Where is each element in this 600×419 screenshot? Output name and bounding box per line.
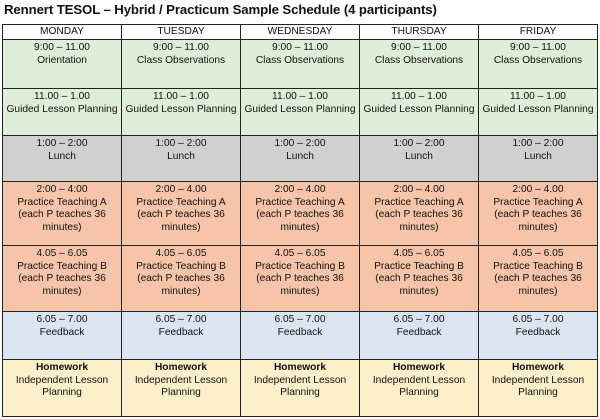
- cell-activity: Practice Teaching A: [493, 196, 583, 208]
- cell-note: minutes): [280, 221, 320, 233]
- schedule-cell: [360, 312, 479, 360]
- cell-activity: Class Observations: [493, 54, 583, 66]
- schedule-cell: [479, 312, 598, 360]
- cell-note: minutes): [518, 221, 558, 233]
- cell-heading: Homework: [511, 362, 565, 373]
- cell-activity: Lunch: [167, 150, 195, 162]
- cell-note: (each P teaches 36: [494, 273, 582, 284]
- schedule-cell: [479, 246, 598, 312]
- cell-time: 4.05 – 6.05: [36, 248, 88, 259]
- cell-note: Planning: [161, 387, 201, 398]
- schedule-cell: [122, 40, 241, 89]
- cell-activity: Independent Lesson: [253, 374, 347, 386]
- schedule-cell: [3, 40, 122, 89]
- cell-activity: Class Observations: [374, 54, 464, 66]
- schedule-cell: [241, 136, 360, 182]
- schedule-cell: [122, 246, 241, 312]
- cell-note: Planning: [280, 387, 320, 398]
- schedule-cell: [479, 182, 598, 246]
- day-header-friday: FRIDAY: [479, 25, 598, 40]
- cell-activity: Feedback: [396, 326, 442, 338]
- cell-note: Planning: [399, 387, 439, 398]
- cell-time: 6.05 – 7.00: [274, 314, 326, 325]
- cell-time: 4.05 – 6.05: [393, 248, 445, 259]
- cell-note: minutes): [280, 285, 320, 297]
- cell-activity: Independent Lesson: [491, 374, 585, 386]
- cell-activity: Independent Lesson: [15, 374, 109, 386]
- cell-time: 9:00 – 11.00: [153, 42, 209, 53]
- cell-activity: Lunch: [405, 150, 433, 162]
- cell-activity: Practice Teaching A: [136, 196, 226, 208]
- cell-note: minutes): [399, 221, 439, 233]
- cell-activity: Practice Teaching B: [374, 260, 464, 272]
- cell-note: (each P teaches 36: [18, 273, 106, 284]
- cell-note: (each P teaches 36: [256, 209, 344, 220]
- cell-time: 1:00 – 2:00: [155, 138, 207, 149]
- cell-activity: Feedback: [515, 326, 561, 338]
- cell-time: 2:00 – 4:00: [36, 184, 88, 195]
- cell-activity: Independent Lesson: [134, 374, 228, 386]
- cell-activity: Feedback: [39, 326, 85, 338]
- schedule-cell: [241, 89, 360, 136]
- schedule-cell: [3, 360, 122, 417]
- cell-time: 2:00 – 4.00: [155, 184, 207, 195]
- cell-activity: Feedback: [277, 326, 323, 338]
- schedule-cell: [241, 40, 360, 89]
- cell-activity: Practice Teaching B: [493, 260, 583, 272]
- cell-time: 11.00 – 1.00: [153, 91, 209, 102]
- cell-time: 9:00 – 11.00: [34, 42, 90, 53]
- cell-time: 4.05 – 6.05: [512, 248, 564, 259]
- cell-note: Planning: [518, 387, 558, 398]
- cell-note: (each P teaches 36: [375, 209, 463, 220]
- schedule-row-feedback: [3, 312, 598, 360]
- schedule-table: [2, 24, 598, 417]
- schedule-cell: [360, 40, 479, 89]
- cell-time: 6.05 – 7.00: [155, 314, 207, 325]
- cell-activity: Class Observations: [255, 54, 345, 66]
- schedule-row-practice-b: [3, 246, 598, 312]
- cell-time: 11.00 – 1.00: [272, 91, 328, 102]
- cell-note: (each P teaches 36: [18, 209, 106, 220]
- cell-activity: Practice Teaching A: [17, 196, 107, 208]
- cell-time: 9:00 – 11.00: [510, 42, 566, 53]
- schedule-cell: [122, 312, 241, 360]
- schedule-cell: [122, 360, 241, 417]
- schedule-cell: [3, 312, 122, 360]
- schedule-row-morning: [3, 40, 598, 89]
- schedule-cell: [241, 246, 360, 312]
- cell-time: 11.00 – 1.00: [391, 91, 447, 102]
- cell-time: 6.05 – 7.00: [393, 314, 445, 325]
- cell-time: 6.05 – 7.00: [512, 314, 564, 325]
- schedule-cell: [360, 89, 479, 136]
- cell-time: 1:00 – 2:00: [512, 138, 564, 149]
- day-header-row: [3, 25, 598, 40]
- cell-note: (each P teaches 36: [494, 209, 582, 220]
- cell-time: 9:00 – 11.00: [391, 42, 447, 53]
- schedule-cell: [122, 89, 241, 136]
- cell-activity: Lunch: [524, 150, 552, 162]
- schedule-cell: [360, 182, 479, 246]
- schedule-cell: [479, 89, 598, 136]
- cell-time: 11.00 – 1.00: [510, 91, 566, 102]
- schedule-row-homework: [3, 360, 598, 417]
- day-header-thursday: THURSDAY: [360, 25, 479, 40]
- cell-activity: Lunch: [286, 150, 314, 162]
- schedule-cell: [360, 246, 479, 312]
- cell-activity: Independent Lesson: [372, 374, 466, 386]
- day-header-wednesday: WEDNESDAY: [241, 25, 360, 40]
- cell-activity: Guided Lesson Planning: [363, 103, 475, 115]
- cell-heading: Homework: [35, 362, 89, 373]
- day-header-monday: MONDAY: [3, 25, 122, 40]
- cell-activity: Practice Teaching B: [136, 260, 226, 272]
- schedule-cell: [122, 182, 241, 246]
- cell-time: 6.05 – 7.00: [36, 314, 88, 325]
- cell-activity: Lunch: [48, 150, 76, 162]
- schedule-cell: [479, 360, 598, 417]
- cell-activity: Guided Lesson Planning: [6, 103, 118, 115]
- cell-time: 2:00 – 4.00: [274, 184, 326, 195]
- schedule-cell: [3, 136, 122, 182]
- cell-note: minutes): [161, 285, 201, 297]
- cell-time: 9:00 – 11.00: [272, 42, 328, 53]
- cell-time: 1:00 – 2:00: [393, 138, 445, 149]
- schedule-cell: [241, 312, 360, 360]
- cell-note: (each P teaches 36: [137, 273, 225, 284]
- cell-note: minutes): [161, 221, 201, 233]
- cell-time: 1:00 – 2:00: [274, 138, 326, 149]
- cell-time: 2:00 – 4.00: [393, 184, 445, 195]
- cell-note: minutes): [518, 285, 558, 297]
- schedule-cell: [122, 136, 241, 182]
- cell-activity: Guided Lesson Planning: [125, 103, 237, 115]
- cell-activity: Practice Teaching A: [374, 196, 464, 208]
- schedule-cell: [241, 182, 360, 246]
- day-header-tuesday: TUESDAY: [122, 25, 241, 40]
- cell-note: minutes): [399, 285, 439, 297]
- cell-time: 4.05 – 6.05: [274, 248, 326, 259]
- cell-activity: Practice Teaching A: [255, 196, 345, 208]
- cell-heading: Homework: [392, 362, 446, 373]
- cell-time: 11.00 – 1.00: [34, 91, 90, 102]
- cell-note: (each P teaches 36: [375, 273, 463, 284]
- cell-time: 4.05 – 6.05: [155, 248, 207, 259]
- schedule-cell: [479, 136, 598, 182]
- schedule-cell: [241, 360, 360, 417]
- schedule-cell: [360, 360, 479, 417]
- schedule-cell: [3, 182, 122, 246]
- cell-activity: Class Observations: [136, 54, 226, 66]
- cell-note: minutes): [42, 285, 82, 297]
- page-title: Rennert TESOL – Hybrid / Practicum Sample Schedule (4 participants): [4, 2, 437, 17]
- cell-time: 2:00 – 4.00: [512, 184, 564, 195]
- schedule-cell: [360, 136, 479, 182]
- schedule-cell: [3, 246, 122, 312]
- cell-note: minutes): [42, 221, 82, 233]
- cell-time: 1:00 – 2:00: [36, 138, 88, 149]
- cell-note: (each P teaches 36: [137, 209, 225, 220]
- cell-heading: Homework: [273, 362, 327, 373]
- cell-activity: Orientation: [37, 54, 87, 66]
- cell-activity: Practice Teaching B: [255, 260, 345, 272]
- cell-heading: Homework: [154, 362, 208, 373]
- cell-note: Planning: [42, 387, 82, 398]
- schedule-row-lunch: [3, 136, 598, 182]
- schedule-row-planning: [3, 89, 598, 136]
- schedule-cell: [3, 89, 122, 136]
- cell-note: (each P teaches 36: [256, 273, 344, 284]
- cell-activity: Feedback: [158, 326, 204, 338]
- cell-activity: Guided Lesson Planning: [482, 103, 594, 115]
- schedule-row-practice-a: [3, 182, 598, 246]
- schedule-cell: [479, 40, 598, 89]
- cell-activity: Practice Teaching B: [17, 260, 107, 272]
- cell-activity: Guided Lesson Planning: [244, 103, 356, 115]
